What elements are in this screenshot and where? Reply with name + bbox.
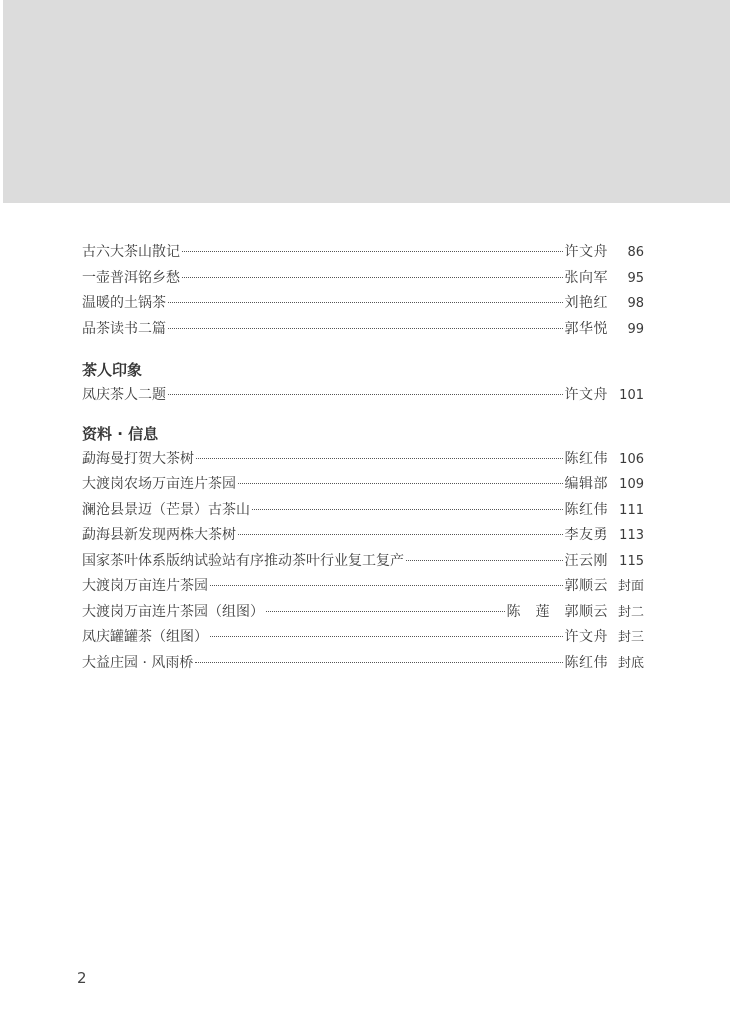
toc-entry-page: 封三 (617, 630, 644, 645)
section-title: 茶人印象 (82, 361, 143, 379)
toc-entry-page: 封面 (617, 579, 644, 594)
toc-entry-title: 大渡岗万亩连片茶园（组图） (82, 603, 264, 620)
toc-entry-title: 澜沧县景迈（芒景）古茶山 (82, 501, 250, 518)
toc-group-info (82, 421, 644, 677)
toc-entry-page: 109 (619, 477, 644, 492)
toc-entry-page: 封底 (617, 655, 644, 671)
toc-entry[interactable] (82, 240, 644, 266)
toc-entry-author: 李友勇 (564, 527, 608, 543)
dot-leader (266, 611, 505, 612)
toc-entry[interactable] (82, 317, 644, 343)
toc-entry[interactable] (82, 651, 644, 677)
toc-entry-author: 许文舟 (564, 244, 608, 260)
toc-entry-author: 陈红伟 (564, 450, 608, 467)
toc-entry-title: 勐海县新发现两株大茶树 (82, 527, 236, 543)
dot-leader (168, 302, 563, 303)
toc-entry[interactable] (82, 447, 644, 473)
toc-entry-title: 凤庆茶人二题 (82, 387, 166, 403)
toc-entry[interactable] (82, 523, 644, 549)
toc-entry-author: 许文舟 (564, 629, 608, 645)
toc-entry-author: 郭华悦 (564, 320, 608, 337)
toc-group-essays (82, 240, 644, 342)
toc-entry-title: 大益庄园 · 风雨桥 (82, 654, 194, 671)
table-of-contents (82, 240, 644, 676)
dot-leader (252, 509, 563, 510)
toc-entry-author: 郭顺云 (564, 578, 608, 594)
toc-entry-title: 勐海曼打贺大茶树 (82, 450, 194, 467)
toc-entry-page: 113 (619, 528, 644, 543)
toc-entry-page: 封二 (617, 604, 644, 620)
toc-entry[interactable] (82, 266, 644, 292)
toc-entry-page: 99 (627, 321, 644, 337)
dot-leader (210, 636, 563, 637)
toc-entry-title: 一壶普洱铭乡愁 (82, 269, 180, 286)
toc-entry-author: 陈红伟 (564, 501, 608, 518)
toc-entry[interactable] (82, 498, 644, 524)
dot-leader (195, 662, 562, 663)
toc-entry-author: 许文舟 (564, 387, 608, 403)
dot-leader (182, 277, 563, 278)
dot-leader (168, 328, 563, 329)
toc-entry[interactable] (82, 625, 644, 651)
toc-entry[interactable] (82, 291, 644, 317)
toc-entry-page: 115 (619, 553, 644, 569)
dot-leader (210, 585, 563, 586)
toc-entry[interactable] (82, 549, 644, 575)
toc-entry-author: 陈 莲 郭顺云 (506, 603, 608, 620)
dot-leader (196, 458, 563, 459)
page-number: 2 (77, 969, 87, 987)
toc-entry-page: 111 (619, 502, 644, 518)
toc-entry-title: 古六大茶山散记 (82, 244, 180, 260)
dot-leader (406, 560, 563, 561)
toc-entry-page: 101 (619, 388, 644, 403)
toc-entry-author: 汪云刚 (564, 552, 608, 569)
toc-entry-title: 国家茶叶体系版纳试验站有序推动茶叶行业复工复产 (82, 552, 404, 569)
toc-entry-author: 陈红伟 (564, 654, 608, 671)
toc-entry[interactable] (82, 574, 644, 600)
toc-group-tea-people (82, 357, 644, 409)
toc-entry-title: 大渡岗万亩连片茶园 (82, 578, 208, 594)
toc-entry-title: 大渡岗农场万亩连片茶园 (82, 476, 236, 492)
toc-entry-page: 86 (627, 245, 644, 260)
toc-entry[interactable] (82, 383, 644, 409)
dot-leader (168, 394, 563, 395)
header-image-band (3, 0, 730, 203)
toc-entry-title: 温暖的土锅茶 (82, 295, 166, 311)
toc-entry[interactable] (82, 472, 644, 498)
toc-entry-author: 刘艳红 (564, 295, 608, 311)
dot-leader (238, 534, 563, 535)
toc-entry-author: 张向军 (564, 269, 608, 286)
toc-entry-title: 凤庆罐罐茶（组图） (82, 629, 208, 645)
toc-entry-title: 品茶读书二篇 (82, 320, 166, 337)
dot-leader (238, 483, 563, 484)
toc-entry[interactable] (82, 600, 644, 626)
toc-entry-author: 编辑部 (564, 476, 608, 492)
section-title: 资料 · 信息 (82, 424, 159, 443)
dot-leader (182, 251, 563, 252)
toc-entry-page: 95 (627, 270, 644, 286)
toc-entry-page: 98 (627, 296, 644, 311)
toc-entry-page: 106 (619, 451, 644, 467)
